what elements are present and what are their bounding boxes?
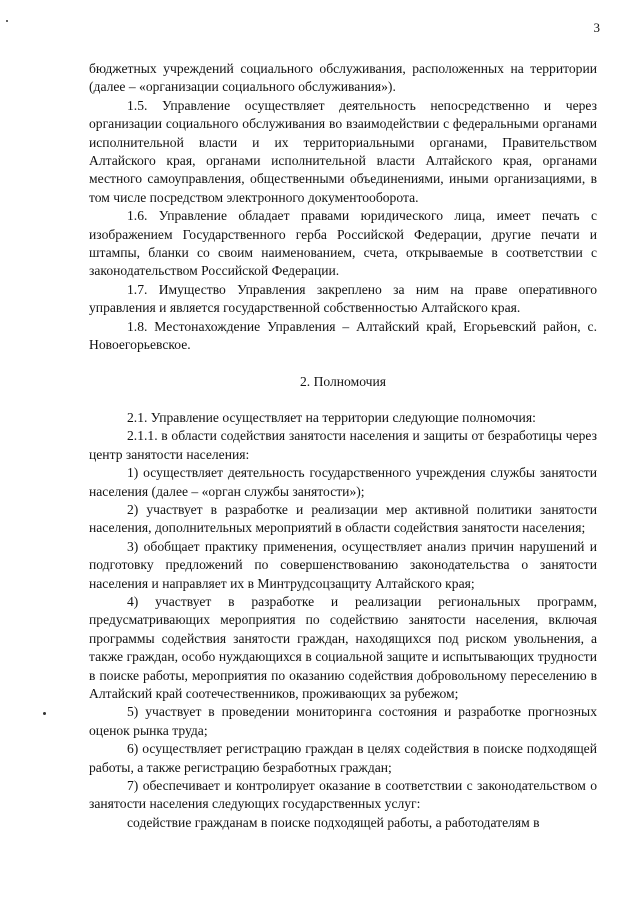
page-number: 3: [593, 20, 600, 35]
paragraph: бюджетных учреждений социального обслуживания, расположенных на территории (далее – «организации социального обслуживания»).: [89, 61, 597, 95]
list-item-5: 5) участвует в проведении мониторинга состояния и разработке прогнозных оценок рынка труда;: [89, 704, 597, 738]
paragraph-2-1-1: 2.1.1. в области содействия занятости населения и защиты от безработицы через центр занятости населения:: [89, 428, 597, 462]
section-heading: 2. Полномочия: [299, 373, 387, 389]
list-item-1: 1) осуществляет деятельность государственного учреждения службы занятости населения (далее – «орган службы занятости»);: [89, 465, 597, 499]
paragraph-1-6: 1.6. Управление обладает правами юридического лица, имеет печать с изображением Государственного герба Российской Федерации, другие печати и штампы, бланки со своим наименованием, счета, открываемые в соответствии с законодательством Российской Федерации.: [89, 208, 597, 279]
paragraph-continued: содействие гражданам в поиске подходящей работы, а работодателям в: [127, 814, 540, 830]
paragraph-1-8: 1.8. Местонахождение Управления – Алтайский край, Егорьевский район, с. Новоегорьевское.: [89, 318, 597, 353]
paragraph-1-5: 1.5. Управление осуществляет деятельность непосредственно и через организации социального обслуживания во взаимодействии с федеральными органами исполнительной власти и их территориальными органами, Правительством Алтайского края, органами исполнительной власти Алтайского края, органами местного самоуправления, общественными объединениями, иными организациями, в том числе посредством электронного документооборота.: [89, 97, 597, 205]
scan-speck: [6, 20, 8, 22]
list-item-3: 3) обобщает практику применения, осуществляет анализ причин нарушений и подготовку предложений по совершенствованию законодательства о занятости населения и направляет их в Минтрудсоцзащиту Алтайского края;: [89, 538, 597, 591]
list-item-6: 6) осуществляет регистрацию граждан в целях содействия в поиске подходящей работы, а также регистрацию безработных граждан;: [89, 741, 597, 775]
paragraph-2-1: 2.1. Управление осуществляет на территории следующие полномочия:: [127, 409, 536, 425]
scan-speck: [43, 712, 46, 715]
list-item-2: 2) участвует в разработке и реализации мер активной политики занятости населения, дополнительных мероприятий в области содействия занятости населения;: [89, 501, 597, 536]
list-item-7: 7) обеспечивает и контролирует оказание в соответствии с законодательством о занятости населения следующих государственных услуг:: [89, 778, 597, 812]
paragraph-1-7: 1.7. Имущество Управления закреплено за ним на праве оперативного управления и является государственной собственностью Алтайского края.: [89, 281, 597, 316]
document-body: [89, 60, 597, 832]
list-item-4: 4) участвует в разработке и реализации региональных программ, предусматривающих мероприятия по содействию занятости населения, включая программы содействия занятости граждан, находящихся под риском увольнения, а также граждан, особо нуждающихся в социальной защите и испытывающих трудности в поиске работы, мероприятия по оказанию содействия добровольному переселению в Алтайский край соотечественников, проживающих за рубежом;: [89, 593, 597, 701]
